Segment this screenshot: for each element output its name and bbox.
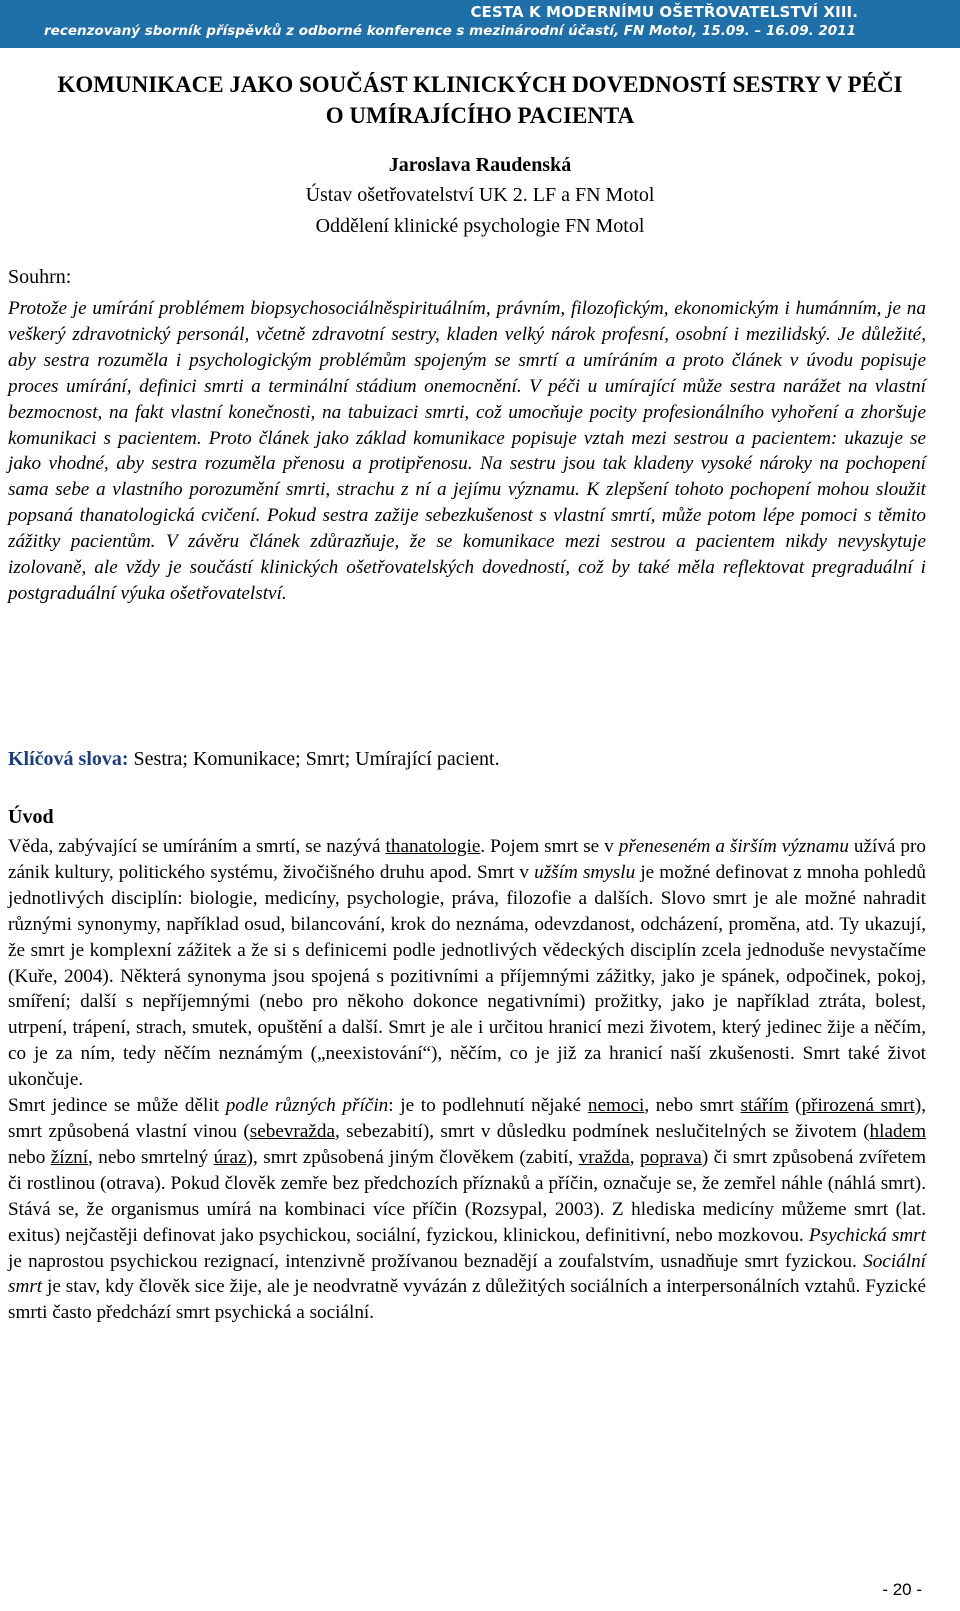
text-run: nebo (8, 1146, 51, 1168)
emphasis: přeneseném a širším významu (618, 836, 849, 857)
affiliation-2: Oddělení klinické psychologie FN Motol (315, 215, 645, 237)
author-name: Jaroslava Raudenská (388, 154, 572, 176)
text-run: ) či smrt způsobená zvířetem či rostlinou (otrava). Pokud člověk zemře bez předchozích příznaků a příčin, označuje se, že zemřel náhle (náhlá smrt). Stává se, že organismus umírá na kombinaci více příčin (Rozsypal, 2003). Z hlediska medicíny můžeme smrt (lat. exitus) nejčastěji definovat jako psychickou, sociální, fyzickou, klinickou, definitivní, nebo mozkovou. (8, 1146, 927, 1246)
link-poprava[interactable]: poprava (640, 1146, 702, 1168)
text-run: ( (788, 1095, 802, 1117)
text-run: je naprostou psychickou rezignací, intenzivně prožívanou beznadějí a zoufalstvím, usnadňuje smrt fyzickou. (8, 1250, 864, 1272)
link-vrazda[interactable]: vražda (578, 1146, 630, 1168)
link-uraz[interactable]: úraz (213, 1146, 247, 1168)
abstract-sentence: Je důležité, aby sestra rozuměla i psychologickým problémům spojeným se smrtí a umíráním a proto článek v úvodu popisuje proces umírání, definici smrti a terminální stádium onemocnění. (8, 323, 926, 397)
link-prirozena-smrt[interactable]: přirozená smrt (801, 1095, 915, 1117)
text-run: je stav, kdy člověk sice žije, ale je neodvratně vyvázán z důležitých sociálních a interpersonálních vztahů. Fyzické smrti často předchází smrt psychická a sociální. (8, 1276, 926, 1324)
intro-body (8, 834, 926, 1326)
keywords (8, 748, 500, 771)
conference-title: CESTA K MODERNÍMU OŠETŘOVATELSTVÍ XIII. (470, 3, 858, 21)
abstract-heading: Souhrn: (8, 266, 72, 288)
abstract-sentence: V závěru článek zdůrazňuje, že se komunikace mezi sestrou a pacientem nikdy nevyskytuje izolovaně, ale vždy je součástí klinických ošetřovatelských dovedností, což by také měla reflektovat pregraduální i postgraduální výuka ošetřovatelství. (8, 531, 926, 604)
text-run: : je to podlehnutí nějaké (388, 1095, 588, 1117)
text-run: ), smrt způsobená vlastní vinou ( (8, 1095, 926, 1142)
abstract-sentence: Na sestru jsou tak kladeny vysoké nároky na pochopení sama sebe a vlastního porozumění smrti, strachu z ní a jejímu významu. K zlepšení tohoto pochopení mohou sloužit popsaná thanatologická cvičení. (8, 453, 926, 527)
text-run: užívá pro zánik kultury, politického systému, živočišného druhu apod. Smrt v (8, 836, 926, 883)
article-title-line1: KOMUNIKACE JAKO SOUČÁST KLINICKÝCH DOVEDNOSTÍ SESTRY V PÉČI (57, 72, 903, 97)
text-run: , nebo smrt (644, 1095, 741, 1117)
article-title-line2: O UMÍRAJÍCÍHO PACIENTA (325, 103, 635, 128)
text-run: Smrt jedince se může dělit (8, 1095, 226, 1117)
abstract-sentence: V péči u umírající může sestra narážet na vlastní bezmocnost, na fakt vlastní konečnosti, na tabuizaci smrti, což umocňuje pocity profesionálního vyhoření a zhoršuje komunikaci s pacientem. (8, 375, 926, 449)
text-run: . Pojem smrt se v (480, 836, 619, 857)
emphasis: Psychická smrt (808, 1224, 926, 1246)
abstract-sentence: Proto článek jako základ komunikace popisuje vztah mezi sestrou a pacientem: ukazuje se jako vhodné, aby sestra rozuměla přenosu a protipřenosu. (8, 427, 927, 475)
intro-heading: Úvod (8, 806, 54, 828)
intro-paragraph-1 (8, 834, 926, 1093)
emphasis: Sociální smrt (8, 1250, 926, 1298)
link-thanatologie[interactable]: thanatologie (385, 836, 481, 857)
text-run: , sebezabití), smrt v důsledku podmínek neslučitelných se životem ( (334, 1120, 870, 1142)
link-zizni[interactable]: žízní (50, 1146, 89, 1168)
conference-subtitle: recenzovaný sborník příspěvků z odborné konference s mezinárodní účastí, FN Motol, 15.09. – 16.09. 2011 (44, 23, 856, 39)
emphasis: užším smyslu (534, 861, 636, 883)
page-number: - 20 - (882, 1580, 922, 1599)
text-run: ), smrt způsobená jiným člověkem (zabití, (246, 1146, 579, 1168)
abstract-text (8, 296, 926, 607)
emphasis: podle různých příčin (225, 1095, 389, 1117)
intro-paragraph-2 (8, 1093, 926, 1326)
link-nemoci[interactable]: nemoci (587, 1095, 645, 1117)
link-hladem[interactable]: hladem (869, 1120, 927, 1142)
abstract-sentence: Pokud sestra zažije sebezkušenost s vlastní smrtí, může potom lépe pomoci s těmito zážitky pacientům. (8, 505, 926, 553)
link-sebevrazda[interactable]: sebevražda (249, 1120, 335, 1142)
keywords-label: Klíčová slova: (8, 748, 129, 770)
abstract-sentence: Protože je umírání problémem biopsychosociálněspirituálním, právním, filozofickým, ekonomickým i humánním, je na veškerý zdravotnický personál, včetně zdravotní sestry, kladen velký nárok profesní, osobní i mezilidský. (8, 298, 926, 345)
text-run: Věda, zabývající se umíráním a smrtí, se nazývá (8, 836, 386, 857)
text-run: je možné definovat z mnoha pohledů jednotlivých disciplín: biologie, medicíny, psychologie, práva, filozofie a dalších. Slovo smrt je ale možné nahradit různými synonymy, například osud, bilancování, krok do neznáma, odevzdanost, odcházení, proměna, atd. Ty ukazují, že smrt je komplexní zážitek a že si s definicemi podle jednotlivých vědeckých disciplín zcela jednoduše nevystačíme (Kuře, 2004). Některá synonyma jsou spojená s pozitivními a příjemnými zážitky, jako je spánek, odpočinek, pokoj, smíření; další s nepříjemnými (nebo pro někoho dokonce negativními) prožitky, jako je například ztráta, bolest, utrpení, trápení, strach, smutek, opuštění a další. Smrt je ale i určitou hranicí mezi životem, který jedinec žije a něčím, co je za ním, tedy něčím neznámým („neexistování“), něčím, co je již za hranicí naší zkušenosti. Smrt také život ukončuje. (8, 861, 926, 1091)
link-starim[interactable]: stářím (740, 1095, 789, 1117)
text-run: , (629, 1146, 641, 1168)
affiliation-1: Ústav ošetřovatelství UK 2. LF a FN Motol (305, 184, 655, 206)
text-run: , nebo smrtelný (88, 1146, 214, 1168)
keywords-value: Sestra; Komunikace; Smrt; Umírající pacient. (133, 748, 500, 770)
